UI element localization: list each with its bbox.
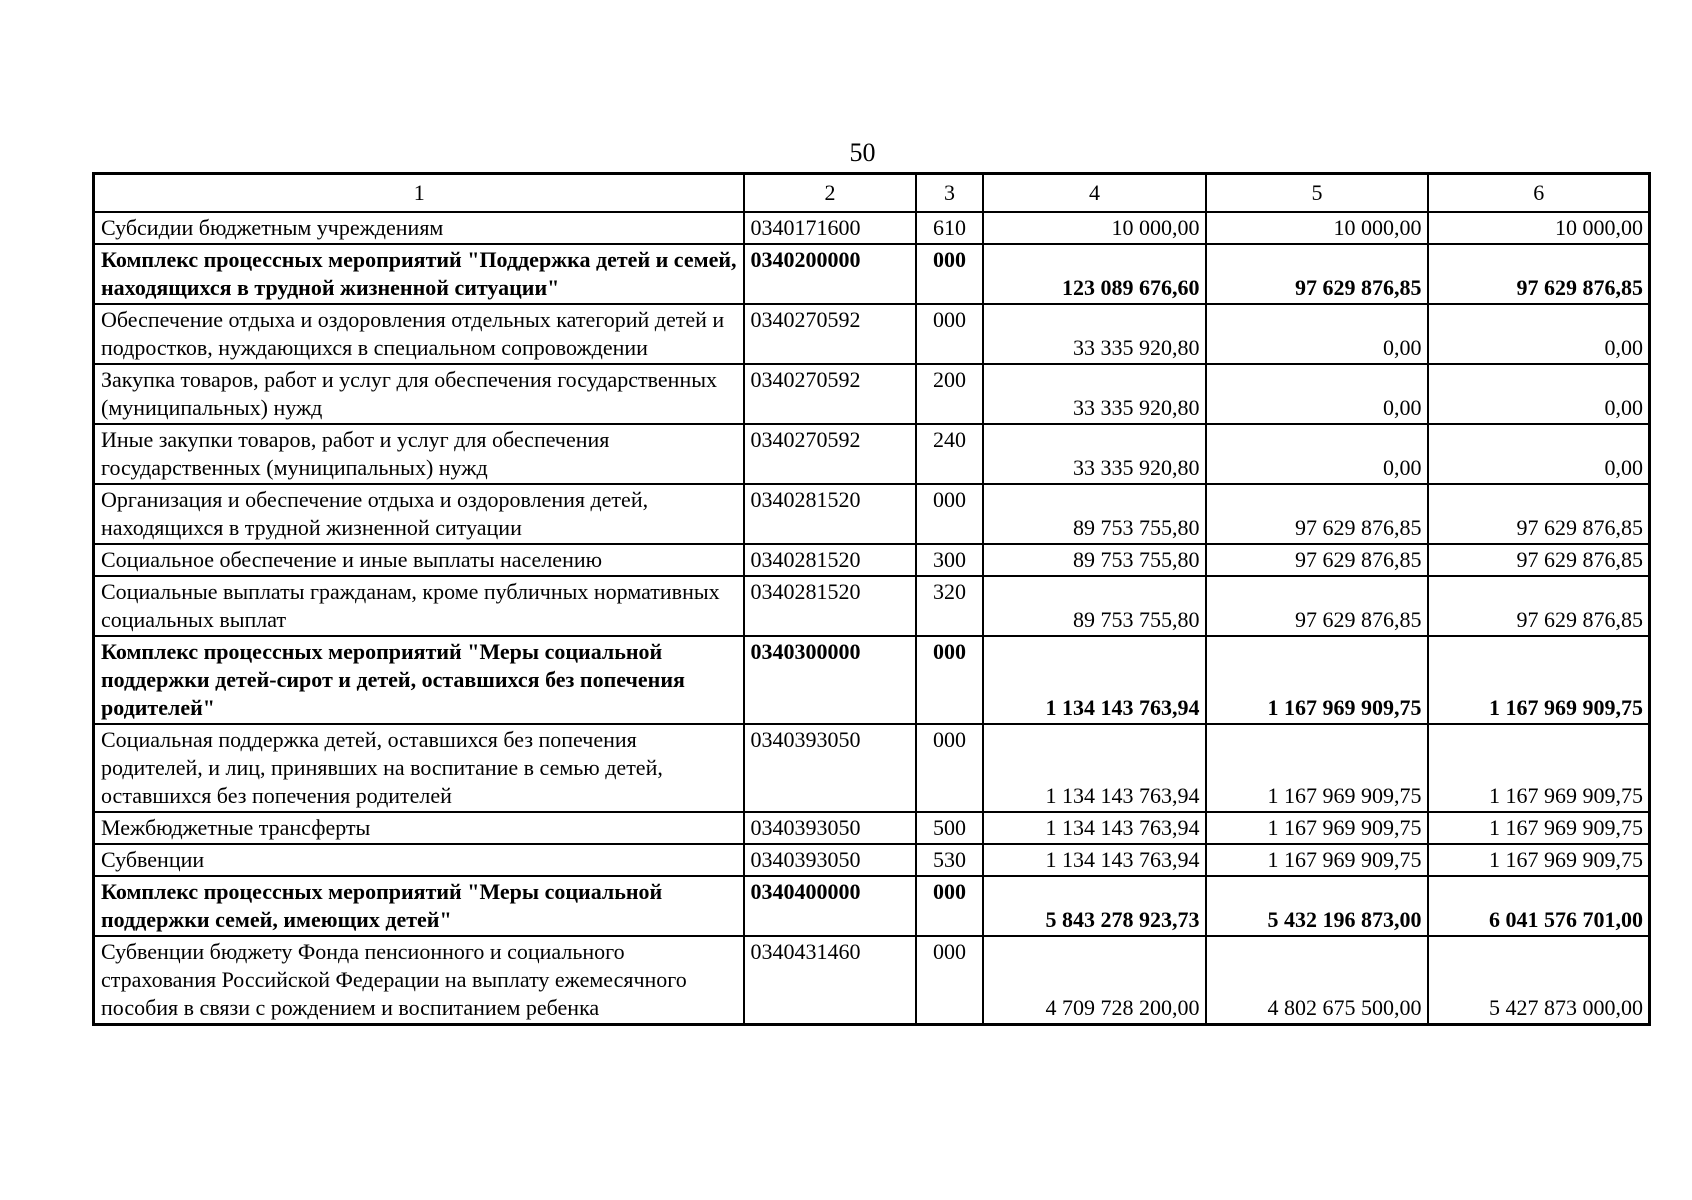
row-value-col5: 97 629 876,85 bbox=[1206, 484, 1428, 544]
row-code: 0340431460 bbox=[744, 936, 916, 1025]
column-header: 6 bbox=[1428, 174, 1650, 213]
table-row bbox=[94, 724, 1650, 812]
row-value-col6: 1 167 969 909,75 bbox=[1428, 724, 1650, 812]
row-value-col6: 97 629 876,85 bbox=[1428, 544, 1650, 576]
row-code: 0340200000 bbox=[744, 244, 916, 304]
row-code: 0340281520 bbox=[744, 544, 916, 576]
row-type: 300 bbox=[916, 544, 983, 576]
row-value-col6: 1 167 969 909,75 bbox=[1428, 844, 1650, 876]
row-value-col4: 33 335 920,80 bbox=[983, 364, 1206, 424]
row-value-col4: 33 335 920,80 bbox=[983, 304, 1206, 364]
row-value-col5: 97 629 876,85 bbox=[1206, 244, 1428, 304]
row-type: 200 bbox=[916, 364, 983, 424]
table-row bbox=[94, 636, 1650, 724]
row-type: 530 bbox=[916, 844, 983, 876]
row-value-col4: 1 134 143 763,94 bbox=[983, 636, 1206, 724]
row-code: 0340270592 bbox=[744, 424, 916, 484]
row-type: 000 bbox=[916, 244, 983, 304]
column-header: 4 bbox=[983, 174, 1206, 213]
row-value-col6: 1 167 969 909,75 bbox=[1428, 812, 1650, 844]
row-value-col5: 97 629 876,85 bbox=[1206, 544, 1428, 576]
row-value-col4: 89 753 755,80 bbox=[983, 484, 1206, 544]
column-header: 1 bbox=[94, 174, 744, 213]
row-value-col5: 1 167 969 909,75 bbox=[1206, 812, 1428, 844]
table-row bbox=[94, 812, 1650, 844]
row-type: 000 bbox=[916, 876, 983, 936]
table-row bbox=[94, 364, 1650, 424]
row-value-col4: 4 709 728 200,00 bbox=[983, 936, 1206, 1025]
table-row bbox=[94, 936, 1650, 1025]
row-type: 000 bbox=[916, 304, 983, 364]
table-row bbox=[94, 484, 1650, 544]
row-name: Обеспечение отдыха и оздоровления отдельных категорий детей и подростков, нуждающихся в специальном сопровождении bbox=[94, 304, 744, 364]
row-type: 320 bbox=[916, 576, 983, 636]
row-value-col4: 1 134 143 763,94 bbox=[983, 724, 1206, 812]
table-row bbox=[94, 576, 1650, 636]
row-value-col5: 1 167 969 909,75 bbox=[1206, 844, 1428, 876]
row-name: Иные закупки товаров, работ и услуг для обеспечения государственных (муниципальных) нужд bbox=[94, 424, 744, 484]
row-name: Организация и обеспечение отдыха и оздоровления детей, находящихся в трудной жизненной ситуации bbox=[94, 484, 744, 544]
row-value-col6: 0,00 bbox=[1428, 364, 1650, 424]
row-value-col4: 123 089 676,60 bbox=[983, 244, 1206, 304]
row-value-col4: 89 753 755,80 bbox=[983, 544, 1206, 576]
header-row bbox=[94, 174, 1650, 213]
row-value-col6: 5 427 873 000,00 bbox=[1428, 936, 1650, 1025]
row-code: 0340281520 bbox=[744, 576, 916, 636]
row-code: 0340270592 bbox=[744, 304, 916, 364]
table-row bbox=[94, 876, 1650, 936]
row-code: 0340393050 bbox=[744, 724, 916, 812]
row-code: 0340393050 bbox=[744, 844, 916, 876]
row-type: 610 bbox=[916, 212, 983, 244]
row-value-col6: 97 629 876,85 bbox=[1428, 244, 1650, 304]
row-code: 0340393050 bbox=[744, 812, 916, 844]
row-name: Социальная поддержка детей, оставшихся без попечения родителей, и лиц, принявших на воспитание в семью детей, оставшихся без попечения родителей bbox=[94, 724, 744, 812]
row-value-col6: 0,00 bbox=[1428, 424, 1650, 484]
row-type: 000 bbox=[916, 936, 983, 1025]
table-row bbox=[94, 424, 1650, 484]
row-value-col4: 33 335 920,80 bbox=[983, 424, 1206, 484]
column-header: 5 bbox=[1206, 174, 1428, 213]
table-row bbox=[94, 244, 1650, 304]
column-header: 2 bbox=[744, 174, 916, 213]
row-value-col6: 10 000,00 bbox=[1428, 212, 1650, 244]
row-value-col4: 10 000,00 bbox=[983, 212, 1206, 244]
row-name: Субвенции bbox=[94, 844, 744, 876]
row-value-col6: 97 629 876,85 bbox=[1428, 484, 1650, 544]
row-value-col5: 4 802 675 500,00 bbox=[1206, 936, 1428, 1025]
row-code: 0340400000 bbox=[744, 876, 916, 936]
row-code: 0340281520 bbox=[744, 484, 916, 544]
row-name: Субсидии бюджетным учреждениям bbox=[94, 212, 744, 244]
table-row bbox=[94, 844, 1650, 876]
row-value-col5: 1 167 969 909,75 bbox=[1206, 724, 1428, 812]
row-code: 0340300000 bbox=[744, 636, 916, 724]
budget-table bbox=[92, 172, 1651, 1026]
row-value-col5: 97 629 876,85 bbox=[1206, 576, 1428, 636]
row-value-col6: 0,00 bbox=[1428, 304, 1650, 364]
row-name: Закупка товаров, работ и услуг для обеспечения государственных (муниципальных) нужд bbox=[94, 364, 744, 424]
row-type: 000 bbox=[916, 724, 983, 812]
column-header: 3 bbox=[916, 174, 983, 213]
page-number: 50 bbox=[849, 138, 876, 167]
row-name: Социальное обеспечение и иные выплаты населению bbox=[94, 544, 744, 576]
row-type: 240 bbox=[916, 424, 983, 484]
row-type: 000 bbox=[916, 636, 983, 724]
row-value-col5: 5 432 196 873,00 bbox=[1206, 876, 1428, 936]
row-value-col5: 0,00 bbox=[1206, 364, 1428, 424]
row-value-col5: 10 000,00 bbox=[1206, 212, 1428, 244]
row-value-col5: 0,00 bbox=[1206, 304, 1428, 364]
row-value-col4: 1 134 143 763,94 bbox=[983, 812, 1206, 844]
table-row bbox=[94, 304, 1650, 364]
row-value-col6: 6 041 576 701,00 bbox=[1428, 876, 1650, 936]
row-value-col6: 1 167 969 909,75 bbox=[1428, 636, 1650, 724]
row-value-col4: 89 753 755,80 bbox=[983, 576, 1206, 636]
row-name: Комплекс процессных мероприятий "Поддержка детей и семей, находящихся в трудной жизненной ситуации" bbox=[94, 244, 744, 304]
row-value-col4: 1 134 143 763,94 bbox=[983, 844, 1206, 876]
row-type: 500 bbox=[916, 812, 983, 844]
row-value-col5: 0,00 bbox=[1206, 424, 1428, 484]
row-code: 0340270592 bbox=[744, 364, 916, 424]
row-value-col4: 5 843 278 923,73 bbox=[983, 876, 1206, 936]
row-type: 000 bbox=[916, 484, 983, 544]
row-name: Субвенции бюджету Фонда пенсионного и социального страхования Российской Федерации на выплату ежемесячного пособия в связи с рождением и воспитанием ребенка bbox=[94, 936, 744, 1025]
table-row bbox=[94, 212, 1650, 244]
row-name: Комплекс процессных мероприятий "Меры социальной поддержки детей-сирот и детей, оставшихся без попечения родителей" bbox=[94, 636, 744, 724]
row-name: Межбюджетные трансферты bbox=[94, 812, 744, 844]
row-name: Комплекс процессных мероприятий "Меры социальной поддержки семей, имеющих детей" bbox=[94, 876, 744, 936]
row-value-col5: 1 167 969 909,75 bbox=[1206, 636, 1428, 724]
row-value-col6: 97 629 876,85 bbox=[1428, 576, 1650, 636]
table-row bbox=[94, 544, 1650, 576]
row-name: Социальные выплаты гражданам, кроме публичных нормативных социальных выплат bbox=[94, 576, 744, 636]
row-code: 0340171600 bbox=[744, 212, 916, 244]
